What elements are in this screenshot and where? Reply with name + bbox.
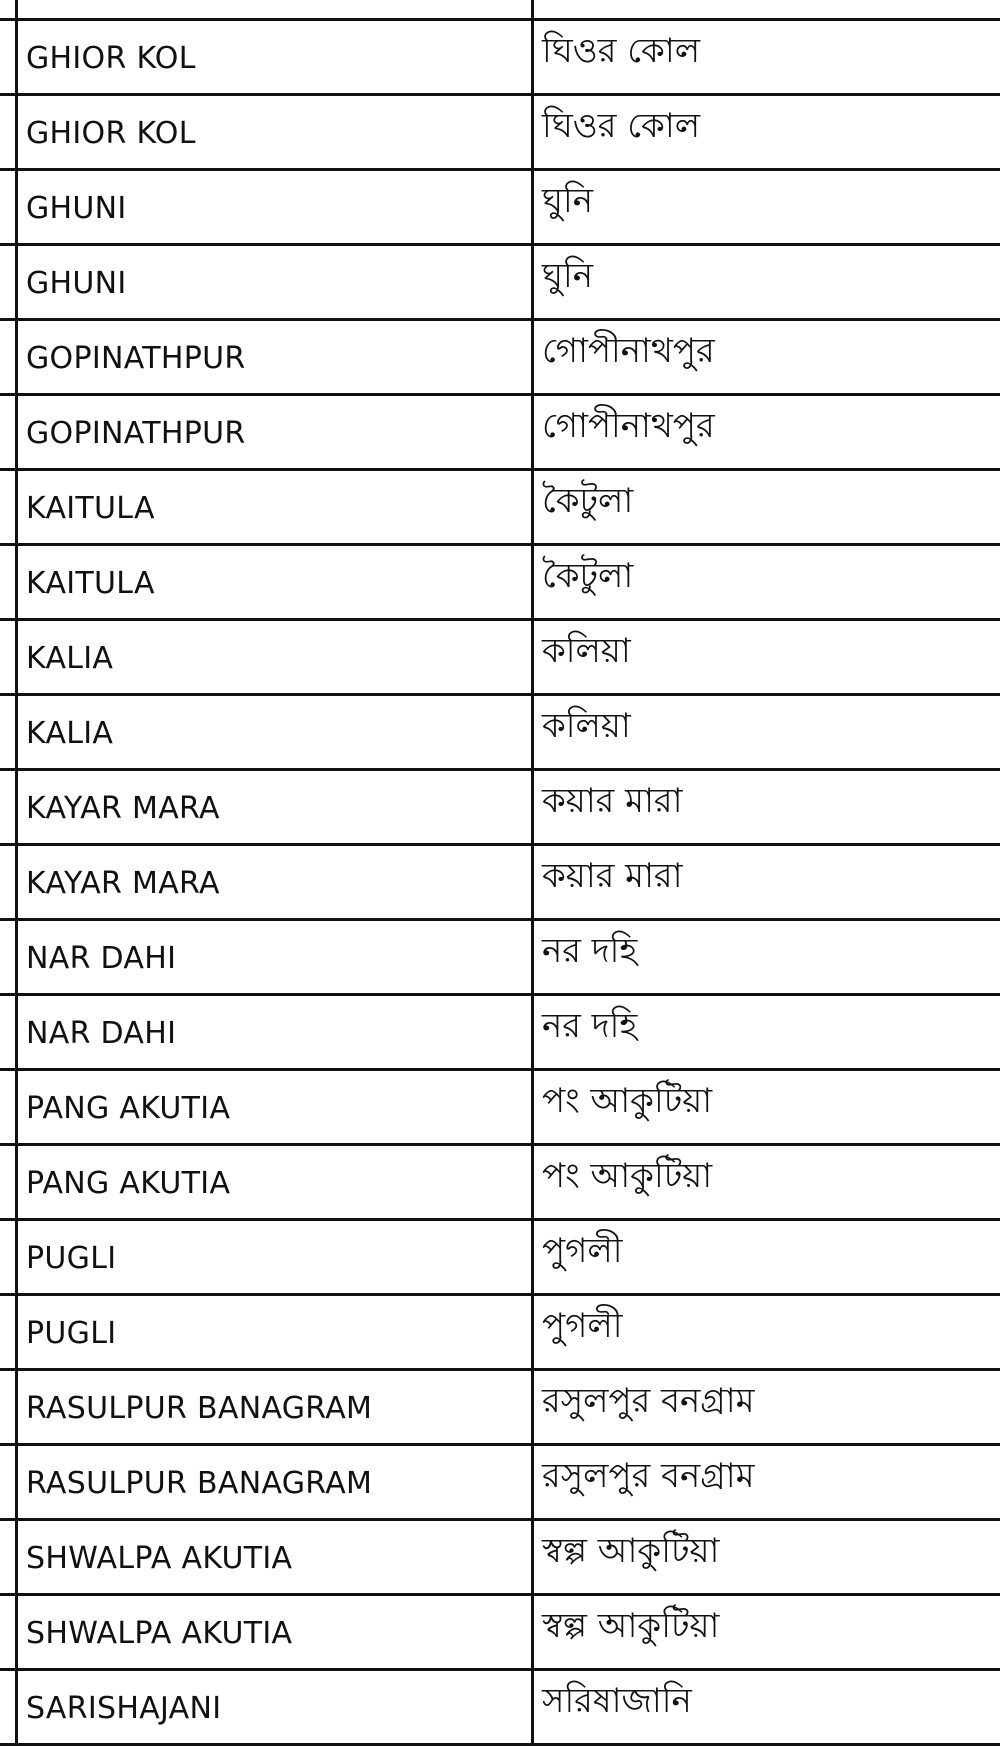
- bengali-name-cell: কৈটুলা: [533, 545, 1000, 620]
- english-name-cell: SHWALPA AKUTIA: [17, 1595, 533, 1670]
- table-row: [0, 770, 1000, 845]
- left-edge-cell: [0, 395, 17, 470]
- left-edge-cell: [0, 245, 17, 320]
- bengali-name-cell: স্বল্প আকুটিয়া: [533, 1595, 1000, 1670]
- table-row: [0, 1070, 1000, 1145]
- table-row: [0, 1295, 1000, 1370]
- english-name-cell: KAITULA: [17, 470, 533, 545]
- left-edge-cell: [0, 920, 17, 995]
- bengali-name-cell: রসুলপুর বনগ্রাম: [533, 1370, 1000, 1445]
- left-edge-cell: [0, 1520, 17, 1595]
- left-edge-cell: [0, 545, 17, 620]
- english-name-cell: PANG AKUTIA: [17, 1070, 533, 1145]
- left-edge-cell: [0, 620, 17, 695]
- table-row: [0, 170, 1000, 245]
- bengali-name-cell: গোপীনাথপুর: [533, 395, 1000, 470]
- english-name-cell: RASULPUR BANAGRAM: [17, 1445, 533, 1520]
- english-name-cell: GHIOR KOL: [17, 20, 533, 95]
- left-edge-cell: [0, 1295, 17, 1370]
- bengali-name-cell: গোপীনাথপুর: [533, 320, 1000, 395]
- table-row: [0, 995, 1000, 1070]
- left-edge-cell: [0, 770, 17, 845]
- bengali-name-cell: পং আকুটিয়া: [533, 1145, 1000, 1220]
- english-name-cell: KALIA: [17, 695, 533, 770]
- english-name-cell: NAR DAHI: [17, 920, 533, 995]
- table-row: [0, 1595, 1000, 1670]
- english-name-cell: SHWALPA AKUTIA: [17, 1520, 533, 1595]
- bengali-name-cell: স্বল্প আকুটিয়া: [533, 1520, 1000, 1595]
- bengali-name-cell: ঘিওর কোল: [533, 95, 1000, 170]
- english-name-cell: PUGLI: [17, 1295, 533, 1370]
- bengali-name-cell: কৈটুলা: [533, 470, 1000, 545]
- table-row: [0, 1670, 1000, 1745]
- left-edge-cell: [0, 1070, 17, 1145]
- english-name-cell: KAYAR MARA: [17, 845, 533, 920]
- english-name-cell: PANG AKUTIA: [17, 1145, 533, 1220]
- bengali-name-cell: ঘুনি: [533, 170, 1000, 245]
- english-name-cell: GOPINATHPUR: [17, 395, 533, 470]
- bengali-name-cell: রসুলপুর বনগ্রাম: [533, 1445, 1000, 1520]
- left-edge-cell: [0, 1220, 17, 1295]
- english-name-cell: GHUNI: [17, 170, 533, 245]
- left-edge-cell: [0, 170, 17, 245]
- english-name-cell: PUGLI: [17, 1220, 533, 1295]
- bengali-name-cell: কলিয়া: [533, 620, 1000, 695]
- bengali-name-cell: নর দহি: [533, 995, 1000, 1070]
- english-name-cell: KALIA: [17, 620, 533, 695]
- table-row: [0, 1370, 1000, 1445]
- table-row: [0, 545, 1000, 620]
- english-name-cell: KAITULA: [17, 545, 533, 620]
- english-name-cell: GHUNI: [17, 245, 533, 320]
- table-row: [0, 95, 1000, 170]
- left-edge-cell: [0, 470, 17, 545]
- english-name-cell: KAYAR MARA: [17, 770, 533, 845]
- left-edge-cell: [0, 0, 17, 20]
- bengali-name-cell: ঘুনি: [533, 245, 1000, 320]
- bengali-name-cell: পং আকুটিয়া: [533, 1070, 1000, 1145]
- left-edge-cell: [0, 1595, 17, 1670]
- bengali-name-cell: সরিষাজানি: [533, 1670, 1000, 1745]
- left-edge-cell: [0, 1370, 17, 1445]
- bengali-name-cell: কয়ার মারা: [533, 770, 1000, 845]
- table-row: [0, 470, 1000, 545]
- bengali-name-cell: কলিয়া: [533, 695, 1000, 770]
- english-name-cell: NAR DAHI: [17, 995, 533, 1070]
- bengali-name-cell: পুগলী: [533, 1295, 1000, 1370]
- table-row: [0, 1520, 1000, 1595]
- table-row: [0, 1445, 1000, 1520]
- bengali-name-cell: ঘিওর কোল: [533, 20, 1000, 95]
- table-row: [0, 20, 1000, 95]
- left-edge-cell: [0, 1145, 17, 1220]
- english-name-cell: GHIOR KOL: [17, 95, 533, 170]
- table-row-cut-off: [0, 0, 1000, 20]
- table-row: [0, 395, 1000, 470]
- table-row: [0, 320, 1000, 395]
- table-row: [0, 620, 1000, 695]
- english-name-cell: GOPINATHPUR: [17, 320, 533, 395]
- table-row: [0, 845, 1000, 920]
- english-name-cell: SARISHAJANI: [17, 1670, 533, 1745]
- english-name-cell: [17, 0, 533, 20]
- left-edge-cell: [0, 845, 17, 920]
- table-row: [0, 1145, 1000, 1220]
- bengali-name-cell: পুগলী: [533, 1220, 1000, 1295]
- table-row: [0, 920, 1000, 995]
- english-name-cell: RASULPUR BANAGRAM: [17, 1370, 533, 1445]
- bengali-name-cell: নর দহি: [533, 920, 1000, 995]
- left-edge-cell: [0, 1670, 17, 1745]
- table-row: [0, 1220, 1000, 1295]
- table-row: [0, 695, 1000, 770]
- left-edge-cell: [0, 320, 17, 395]
- left-edge-cell: [0, 95, 17, 170]
- table-row: [0, 245, 1000, 320]
- left-edge-cell: [0, 995, 17, 1070]
- bengali-name-cell: [533, 0, 1000, 20]
- bengali-name-cell: কয়ার মারা: [533, 845, 1000, 920]
- left-edge-cell: [0, 20, 17, 95]
- left-edge-cell: [0, 695, 17, 770]
- left-edge-cell: [0, 1445, 17, 1520]
